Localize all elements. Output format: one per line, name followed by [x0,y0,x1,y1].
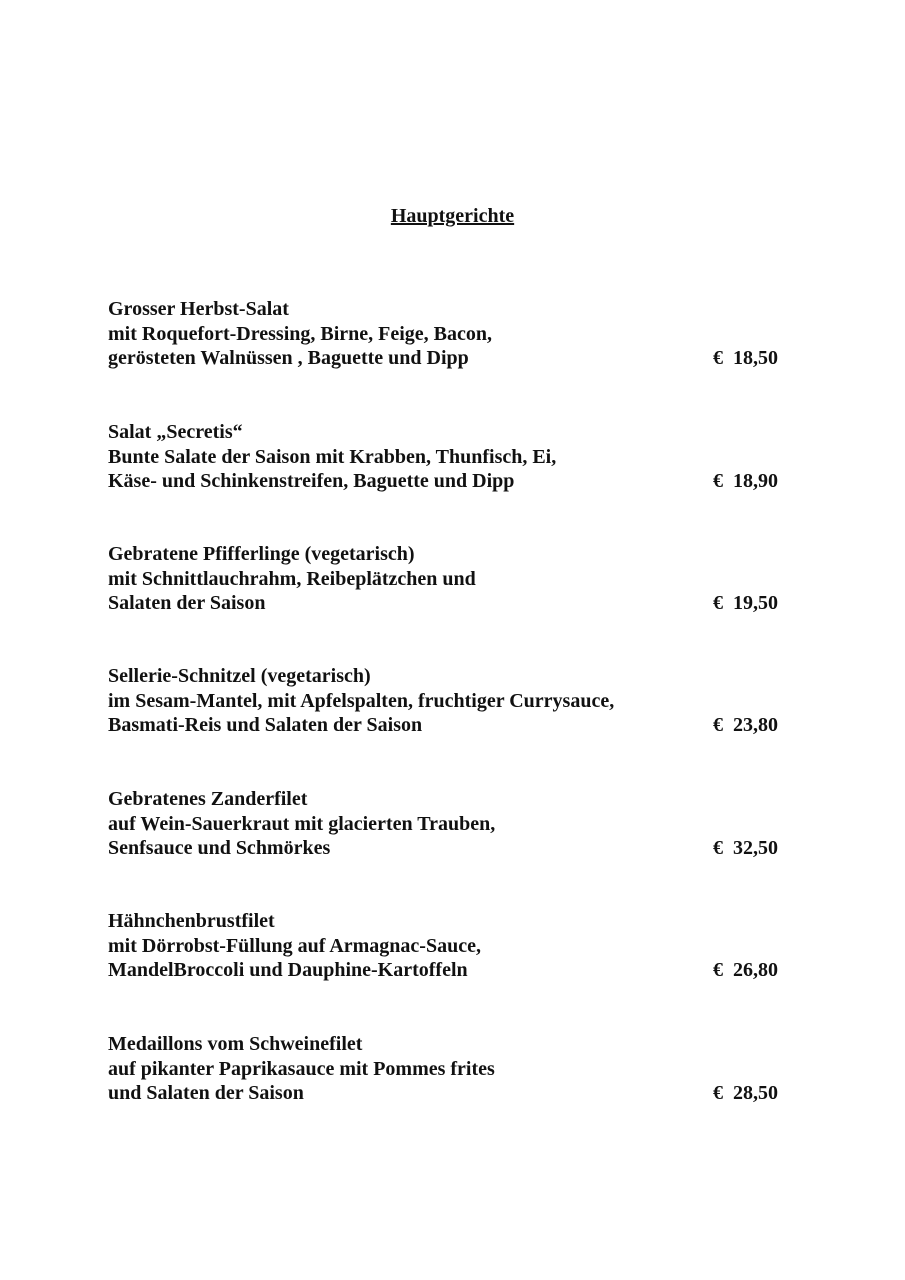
dish-price: € 19,50 [713,592,778,614]
dish-description: mit Schnittlauchrahm, Reibeplätzchen und [108,567,476,590]
dish-name: Salat „Secretis“ [108,421,243,443]
menu-item [108,420,798,494]
dish-name: Hähnchenbrustfilet [108,910,275,932]
dish-price: € 23,80 [713,714,778,736]
page-title: Hauptgerichte [390,205,515,227]
dish-price: € 28,50 [713,1082,778,1104]
dish-name: Medaillons vom Schweinefilet [108,1033,363,1055]
dish-description: Bunte Salate der Saison mit Krabben, Thunfisch, Ei, [108,445,557,468]
dish-price: € 32,50 [713,837,778,859]
dish-price: € 26,80 [713,959,778,981]
menu-item [108,787,798,861]
menu-item [108,909,798,983]
dish-price: € 18,90 [713,470,778,492]
dish-name: Grosser Herbst-Salat [108,298,289,320]
dish-description: Käse- und Schinkenstreifen, Baguette und Dipp [108,470,515,492]
menu-item [108,542,798,616]
dish-description: Senfsauce und Schmörkes [108,837,331,859]
dish-name: Gebratene Pfifferlinge (vegetarisch) [108,543,415,565]
menu-item [108,297,798,371]
dish-name: Gebratenes Zanderfilet [108,788,308,810]
dish-description: Basmati-Reis und Salaten der Saison [108,714,423,736]
dish-description: im Sesam-Mantel, mit Apfelspalten, fruchtiger Currysauce, [108,689,615,712]
dish-description: und Salaten der Saison [108,1082,304,1104]
dish-price: € 18,50 [713,347,778,369]
dish-name: Sellerie-Schnitzel (vegetarisch) [108,665,371,687]
dish-description: Salaten der Saison [108,592,266,614]
menu-item [108,664,798,738]
dish-description: MandelBroccoli und Dauphine-Kartoffeln [108,959,468,981]
dish-description: auf Wein-Sauerkraut mit glacierten Trauben, [108,812,496,835]
menu-item [108,1032,798,1106]
dish-description: auf pikanter Paprikasauce mit Pommes frites [108,1057,495,1080]
dish-description: mit Roquefort-Dressing, Birne, Feige, Bacon, [108,322,493,345]
dish-description: gerösteten Walnüssen , Baguette und Dipp [108,347,469,369]
dish-description: mit Dörrobst-Füllung auf Armagnac-Sauce, [108,934,481,957]
